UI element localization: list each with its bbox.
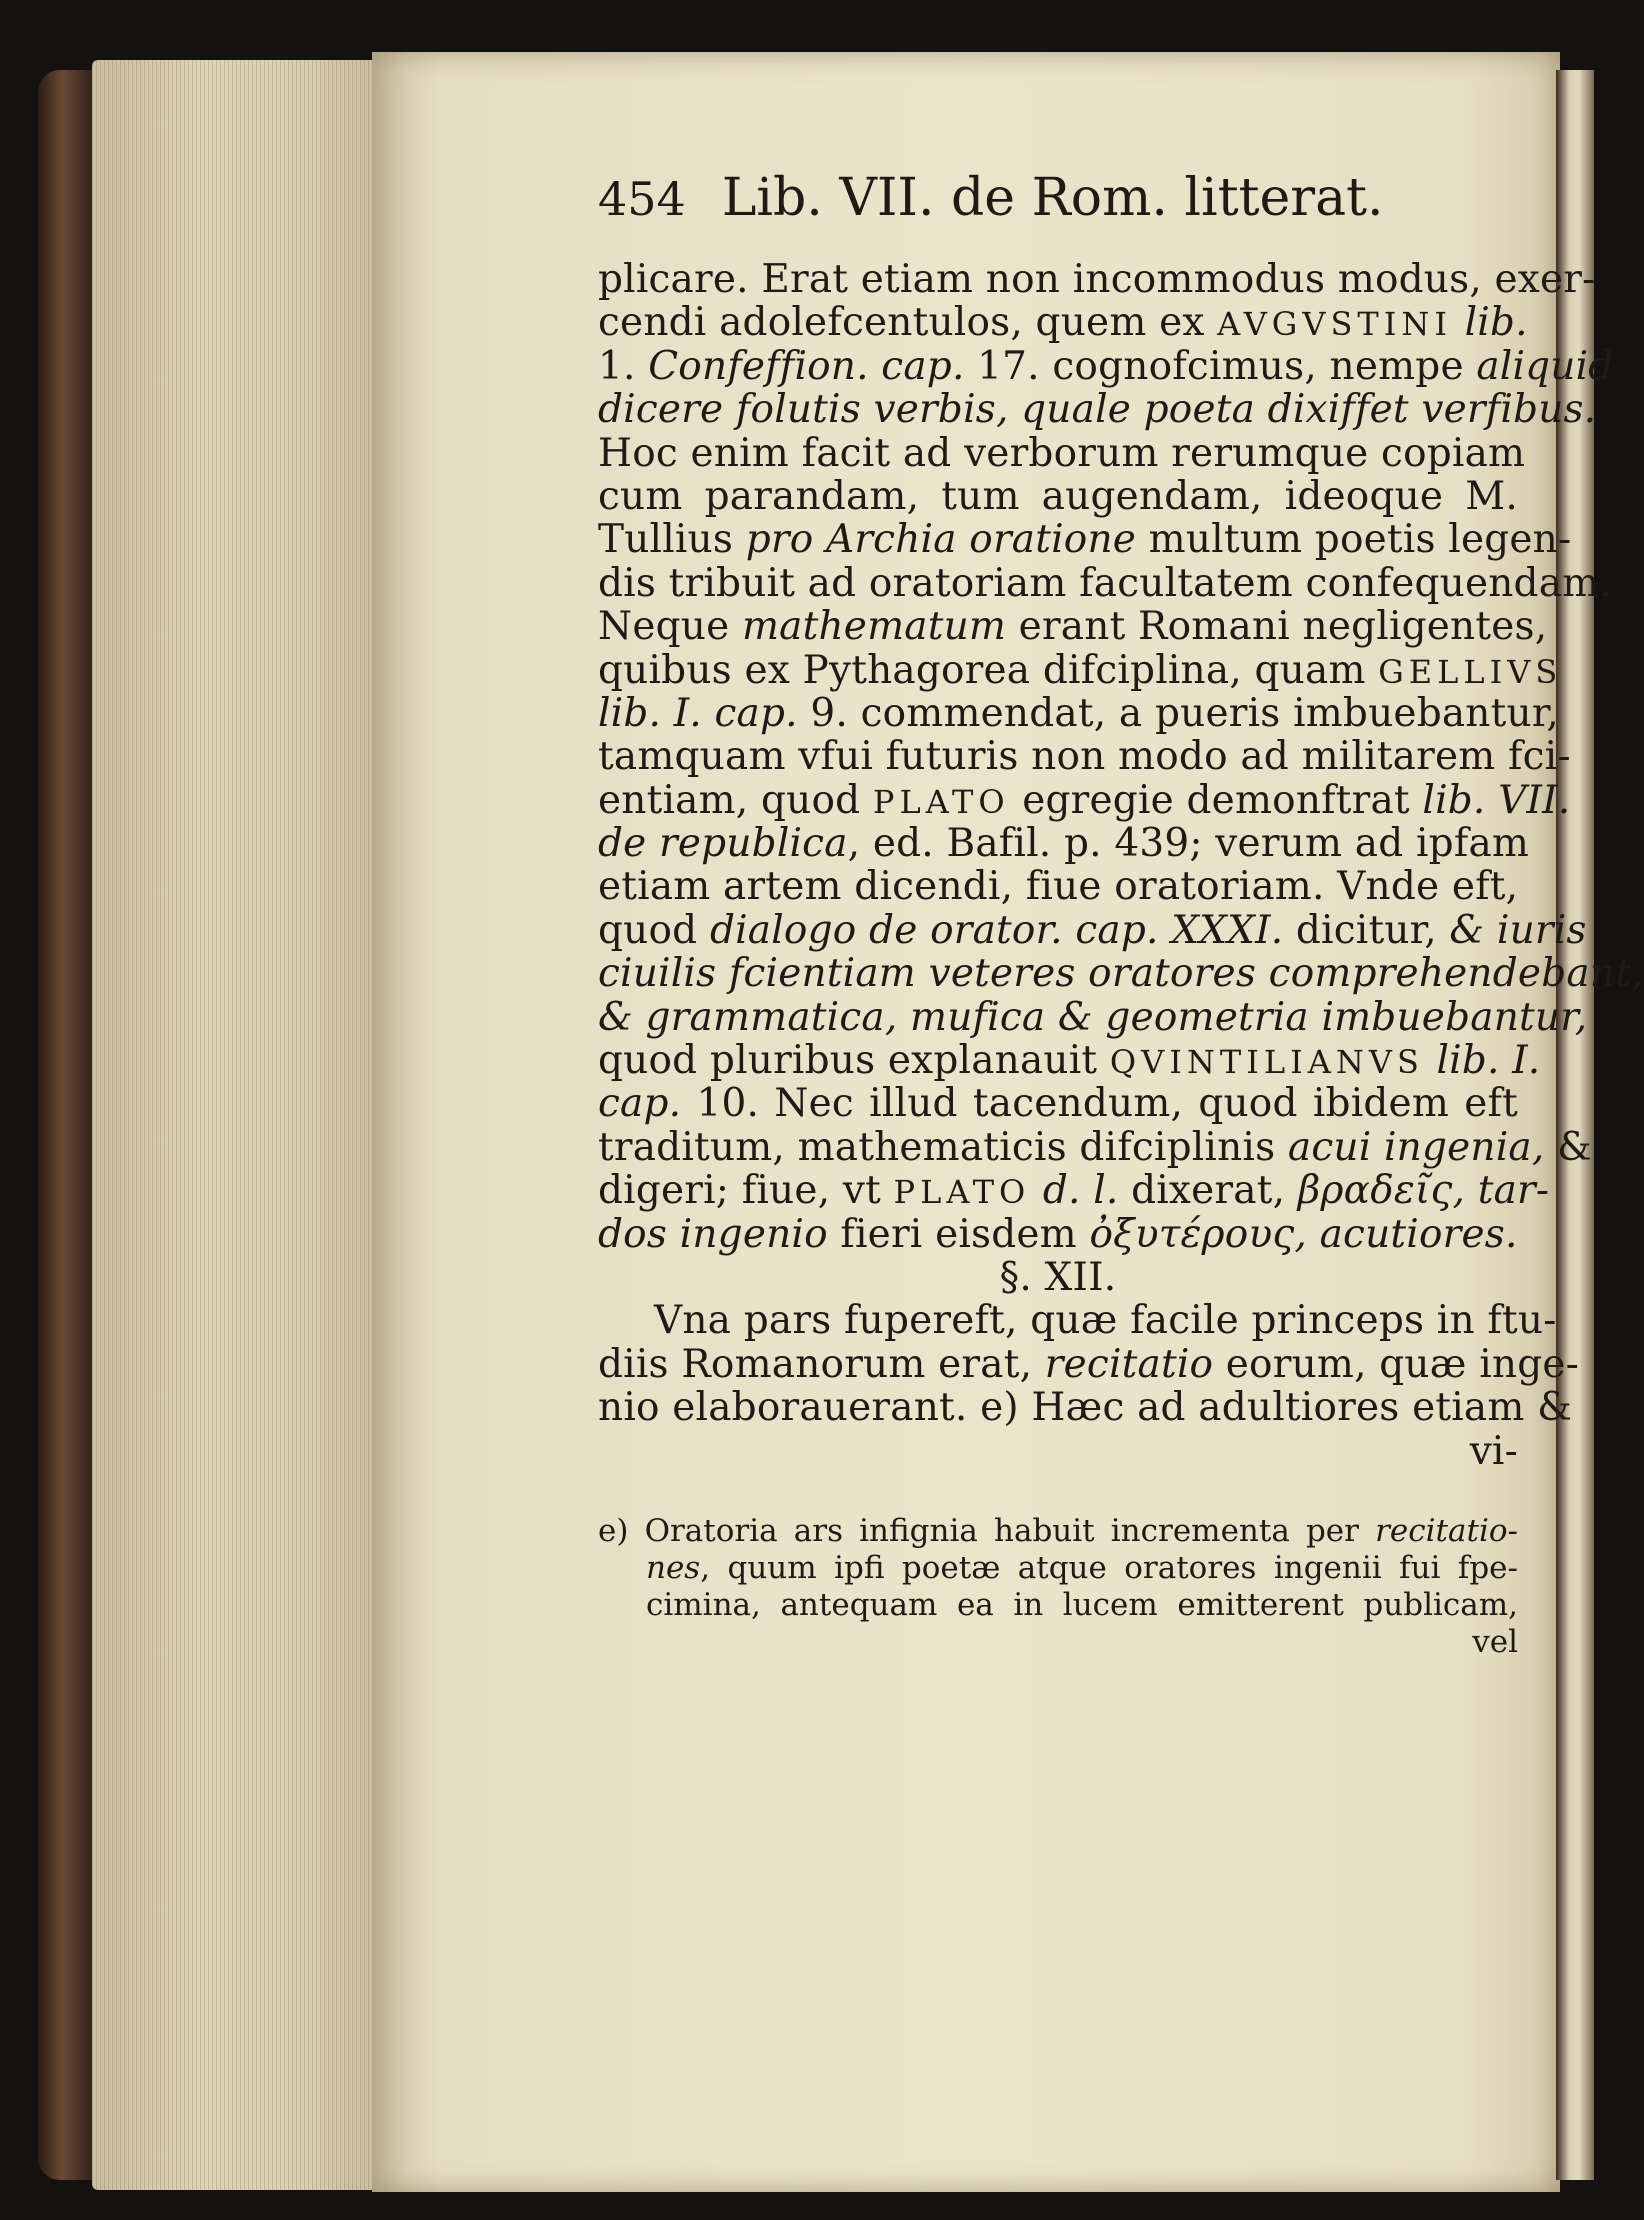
main-text <box>598 257 1644 1474</box>
text-line: quibus ex Pythagorea difciplina, quam GELLIVS <box>598 647 1563 693</box>
text-line: digeri; fiue, vt PLATO d. l. dixerat, βραδεῖς, tar- <box>598 1168 1550 1214</box>
text-line: entiam, quod PLATO egregie demonftrat lib. VII. <box>598 777 1571 823</box>
section-heading: §. XII. <box>999 1254 1117 1300</box>
text-line: diis Romanorum erat, recitatio eorum, quæ inge- <box>598 1341 1580 1387</box>
page-text <box>598 168 1644 1661</box>
text-line: dis tribuit ad oratoriam facultatem confequendam. <box>598 560 1612 606</box>
text-line: lib. I. cap. 9. commendat, a pueris imbuebantur, <box>598 690 1559 736</box>
text-line: & grammatica, mufica & geometria imbuebantur, <box>598 994 1588 1040</box>
text-line: cap. 10. Nec illud tacendum, quod ibidem eft <box>598 1081 1518 1127</box>
footnote-catchword: vel <box>1472 1623 1518 1660</box>
text-line: cendi adolefcentulos, quem ex AVGVSTINI lib. <box>598 300 1528 346</box>
text-line: dicere folutis verbis, quale poeta dixiffet verfibus. <box>598 387 1597 433</box>
text-line: dos ingenio fieri eisdem ὀξυτέρους, acutiores. <box>598 1211 1518 1257</box>
text-line: etiam artem dicendi, fiue oratoriam. Vnde eft, <box>598 864 1519 910</box>
running-title: Lib. VII. de Rom. litterat. <box>721 168 1384 228</box>
footnote <box>598 1513 1518 1661</box>
text-line: nio elaborauerant. e) Hæc ad adultiores etiam & <box>598 1385 1573 1431</box>
text-line: cum parandam, tum augendam, ideoque M. <box>598 473 1518 519</box>
text-line: Tullius pro Archia oratione multum poetis legen- <box>598 517 1572 563</box>
page-stack-edge <box>92 60 382 2190</box>
text-line: quod pluribus explanauit QVINTILIANVS lib. I. <box>598 1038 1541 1084</box>
footnote-line: nes, quum ipfi poetæ atque oratores ingenii fui fpe- <box>646 1549 1518 1586</box>
text-line: quod dialogo de orator. cap. XXXI. dicitur, & iuris <box>598 907 1587 953</box>
footnote-line: cimina, antequam ea in lucem emitterent publicam, <box>646 1586 1518 1623</box>
text-line: tamquam vfui futuris non modo ad militarem fci- <box>598 734 1571 780</box>
text-line: ciuilis fcientiam veteres oratores comprehendebant, <box>598 951 1644 997</box>
running-head <box>598 168 1518 240</box>
catchword: vi- <box>1469 1428 1518 1474</box>
text-line: 1. Confeffion. cap. 17. cognofcimus, nempe aliquid <box>598 343 1614 389</box>
text-line: de republica, ed. Bafil. p. 439; verum ad ipfam <box>598 821 1530 867</box>
text-line: Neque mathematum erant Romani negligentes, <box>598 604 1548 650</box>
footnote-line: e) Oratoria ars infignia habuit incrementa per recitatio- <box>598 1512 1518 1549</box>
text-line: plicare. Erat etiam non incommodus modus, exer- <box>598 257 1596 302</box>
text-line: traditum, mathematicis difciplinis acui ingenia, & <box>598 1124 1592 1170</box>
text-line: Hoc enim facit ad verborum rerumque copiam <box>598 430 1526 476</box>
footnote-gap <box>598 1473 1518 1513</box>
page-number: 454 <box>598 172 686 226</box>
text-line: Vna pars fupereft, quæ facile princeps in ftu- <box>654 1298 1557 1344</box>
